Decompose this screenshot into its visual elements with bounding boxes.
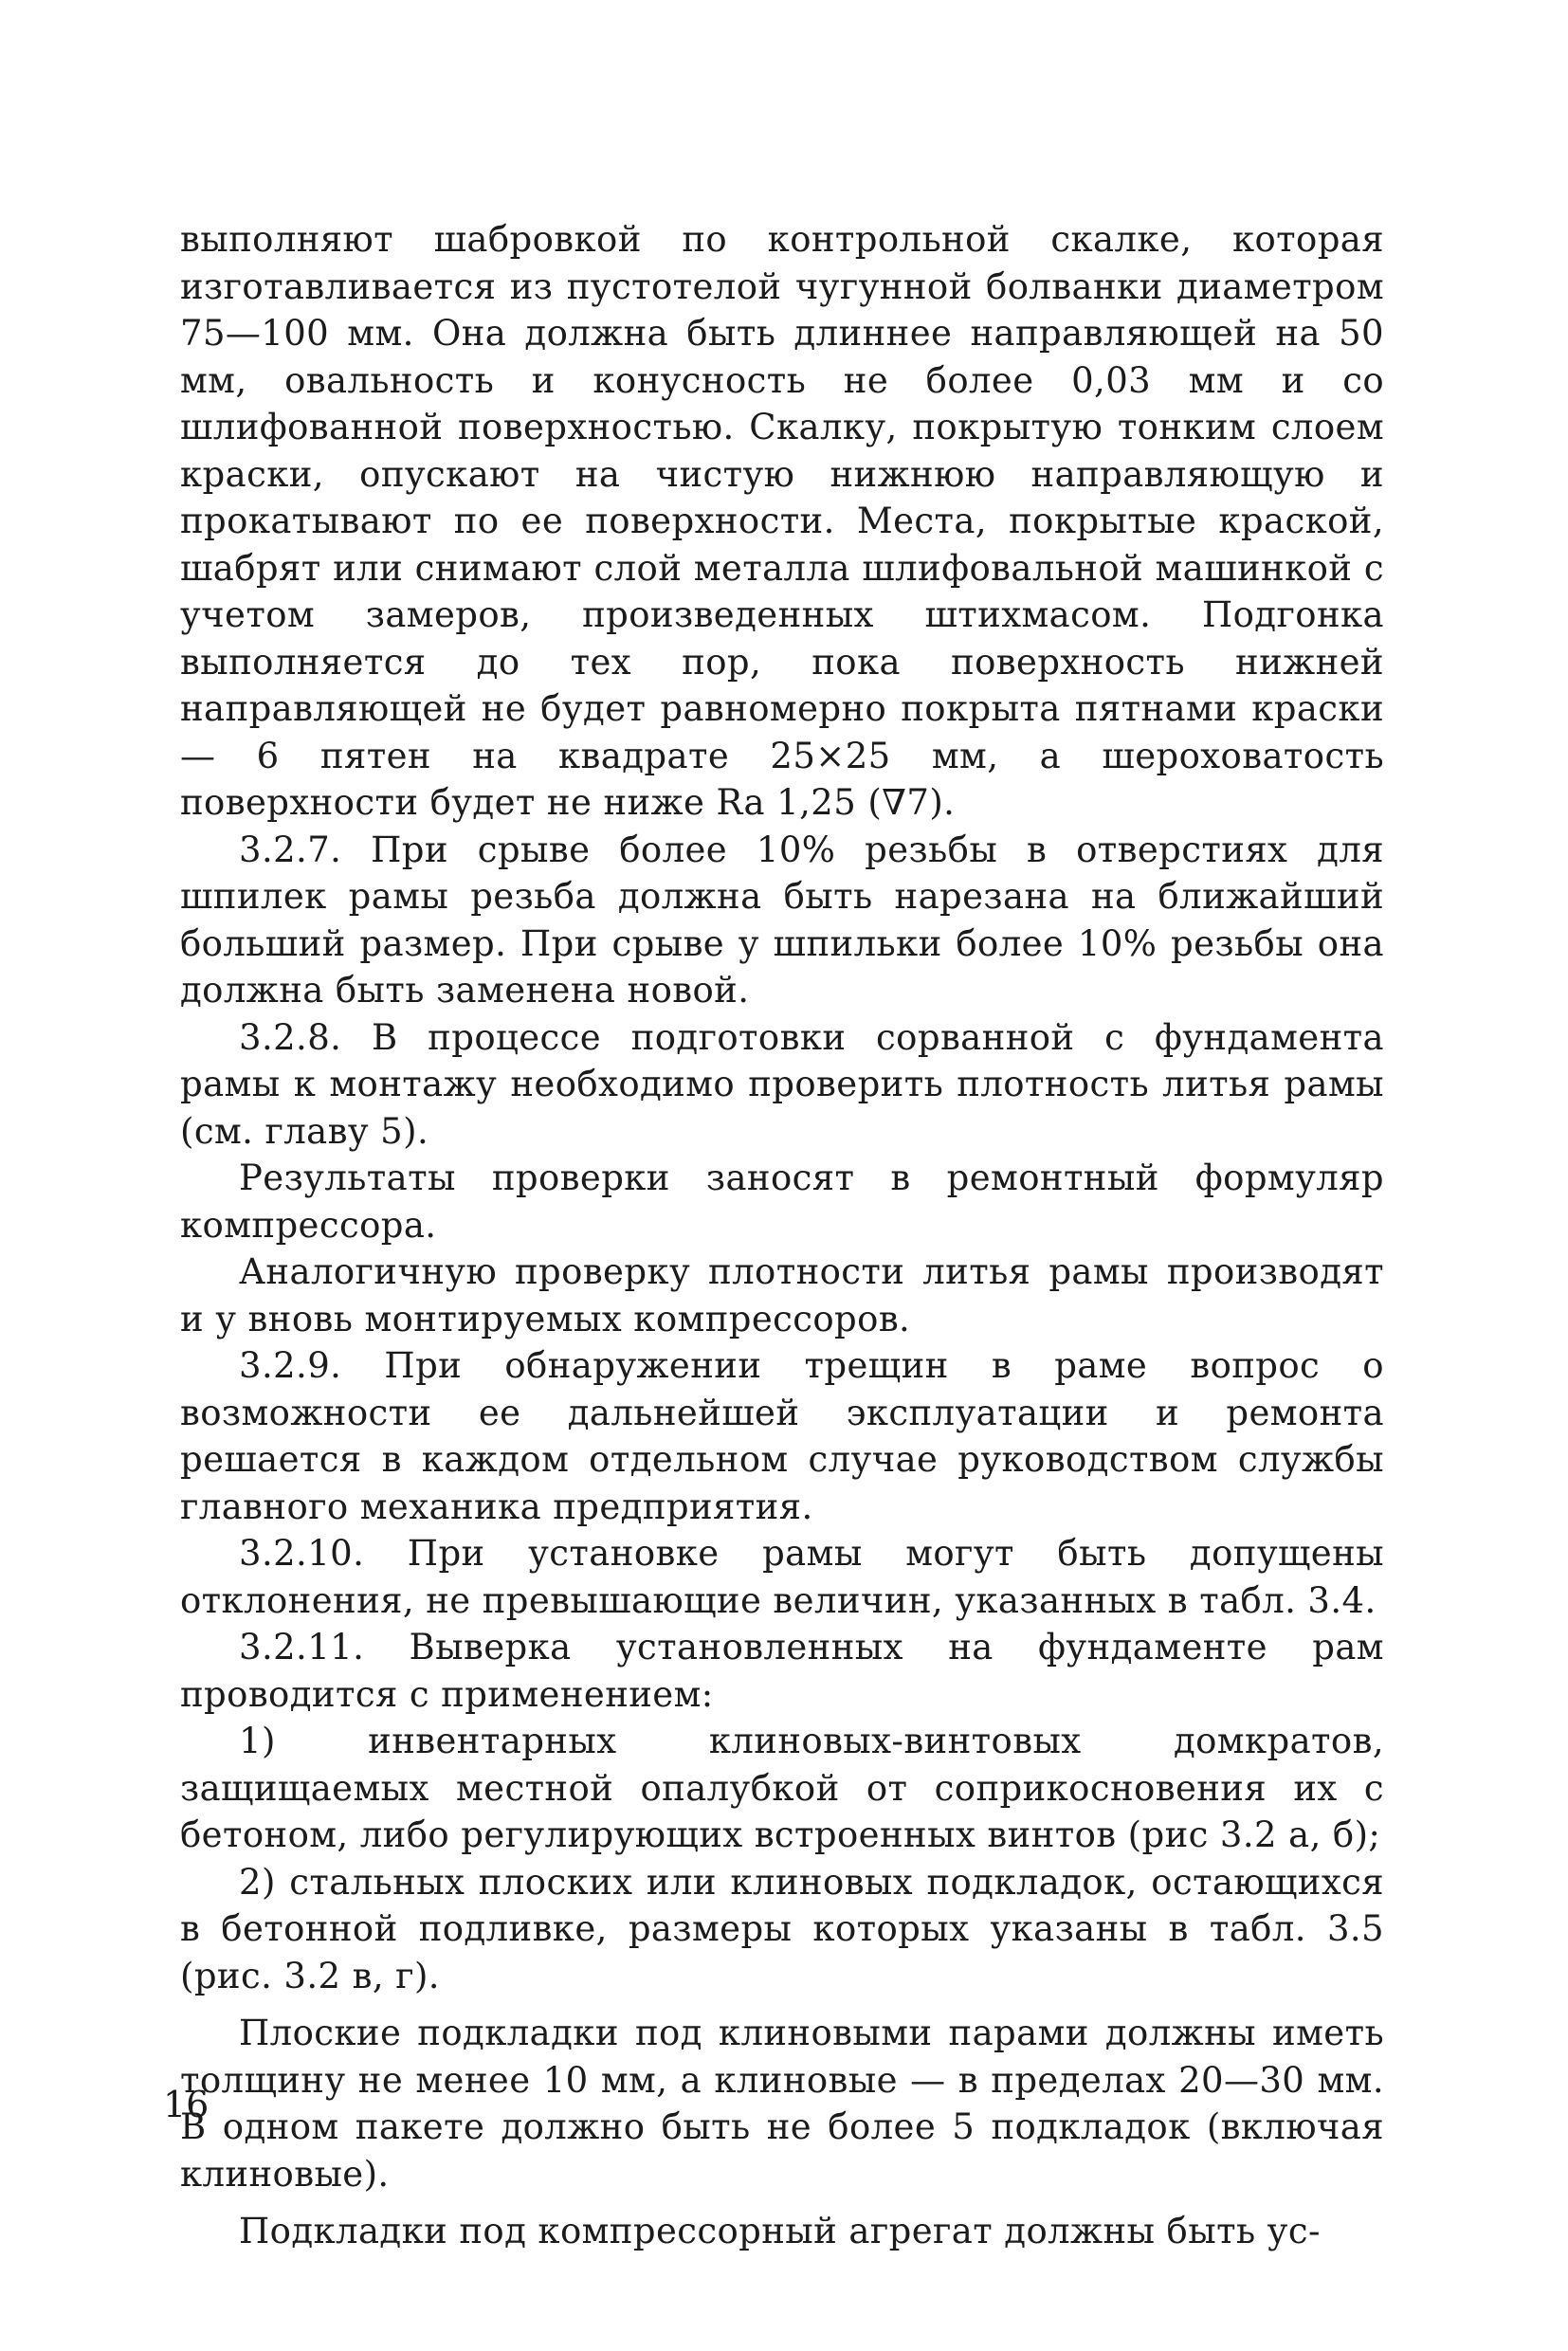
- page-number: 16: [163, 2084, 210, 2125]
- list-item-1: 1) инвентарных клиновых-винтовых домкратов, защищаемых местной опалубкой от соприкосновения их с бетоном, либо регулирующих встроенных винтов (рис 3.2 а, б);: [180, 1721, 1384, 1855]
- paragraph-3-2-11: 3.2.11. Выверка установленных на фундаменте рам проводится с применением:: [180, 1627, 1384, 1715]
- paragraph-3-2-10: 3.2.10. При установке рамы могут быть допущены отклонения, не превышающие величин, указанных в табл. 3.4.: [180, 1533, 1384, 1621]
- body-text: [180, 216, 1384, 2255]
- list-item-2: 2) стальных плоских или клиновых подкладок, остающихся в бетонной подливке, размеры которых указаны в табл. 3.5 (рис. 3.2 в, г).: [180, 1861, 1384, 1996]
- paragraph-3-2-7: 3.2.7. При срыве более 10% резьбы в отверстиях для шпилек рамы резьба должна быть нарезана на ближайший больший размер. При срыве у шпильки более 10% резьбы она должна быть заменена новой.: [180, 829, 1384, 1011]
- paragraph-flat-shims: Плоские подкладки под клиновыми парами должны иметь толщину не менее 10 мм, а клиновые — в пределах 20—30 мм. В одном пакете должно быть не более 5 подкладок (включая клиновые).: [180, 2013, 1384, 2195]
- paragraph-continuation: выполняют шабровкой по контрольной скалке, которая изготавливается из пустотелой чугунной болванки диаметром 75—100 мм. Она должна быть длиннее направляющей на 50 мм, овальность и конусность не более 0,03 мм и со шлифованной поверхностью. Скалку, покрытую тонким слоем краски, опускают на чистую нижнюю направляющую и прокатывают по ее поверхности. Места, покрытые краской, шабрят или снимают слой металла шлифовальной машинкой с учетом замеров, произведенных штихмасом. Подгонка выполняется до тех пор, пока поверхность нижней направляющей не будет равномерно покрыта пятнами краски — 6 пятен на квадрате 25×25 мм, а шероховатость поверхности будет не ниже Ra 1,25 (∇7).: [180, 219, 1384, 823]
- paragraph-3-2-9: 3.2.9. При обнаружении трещин в раме вопрос о возможности ее дальнейшей эксплуатации и ремонта решается в каждом отдельном случае руководством службы главного механика предприятия.: [180, 1345, 1384, 1527]
- paragraph-results: Результаты проверки заносят в ремонтный формуляр компрессора.: [180, 1157, 1384, 1246]
- paragraph-compressor-shims: Подкладки под компрессорный агрегат должны быть ус-: [239, 2211, 1321, 2251]
- paragraph-3-2-8: 3.2.8. В процессе подготовки сорванной с фундамента рамы к монтажу необходимо проверить плотность литья рамы (см. главу 5).: [180, 1016, 1384, 1152]
- paragraph-analogous-check: Аналогичную проверку плотности литья рамы производят и у вновь монтируемых компрессоров.: [180, 1251, 1384, 1340]
